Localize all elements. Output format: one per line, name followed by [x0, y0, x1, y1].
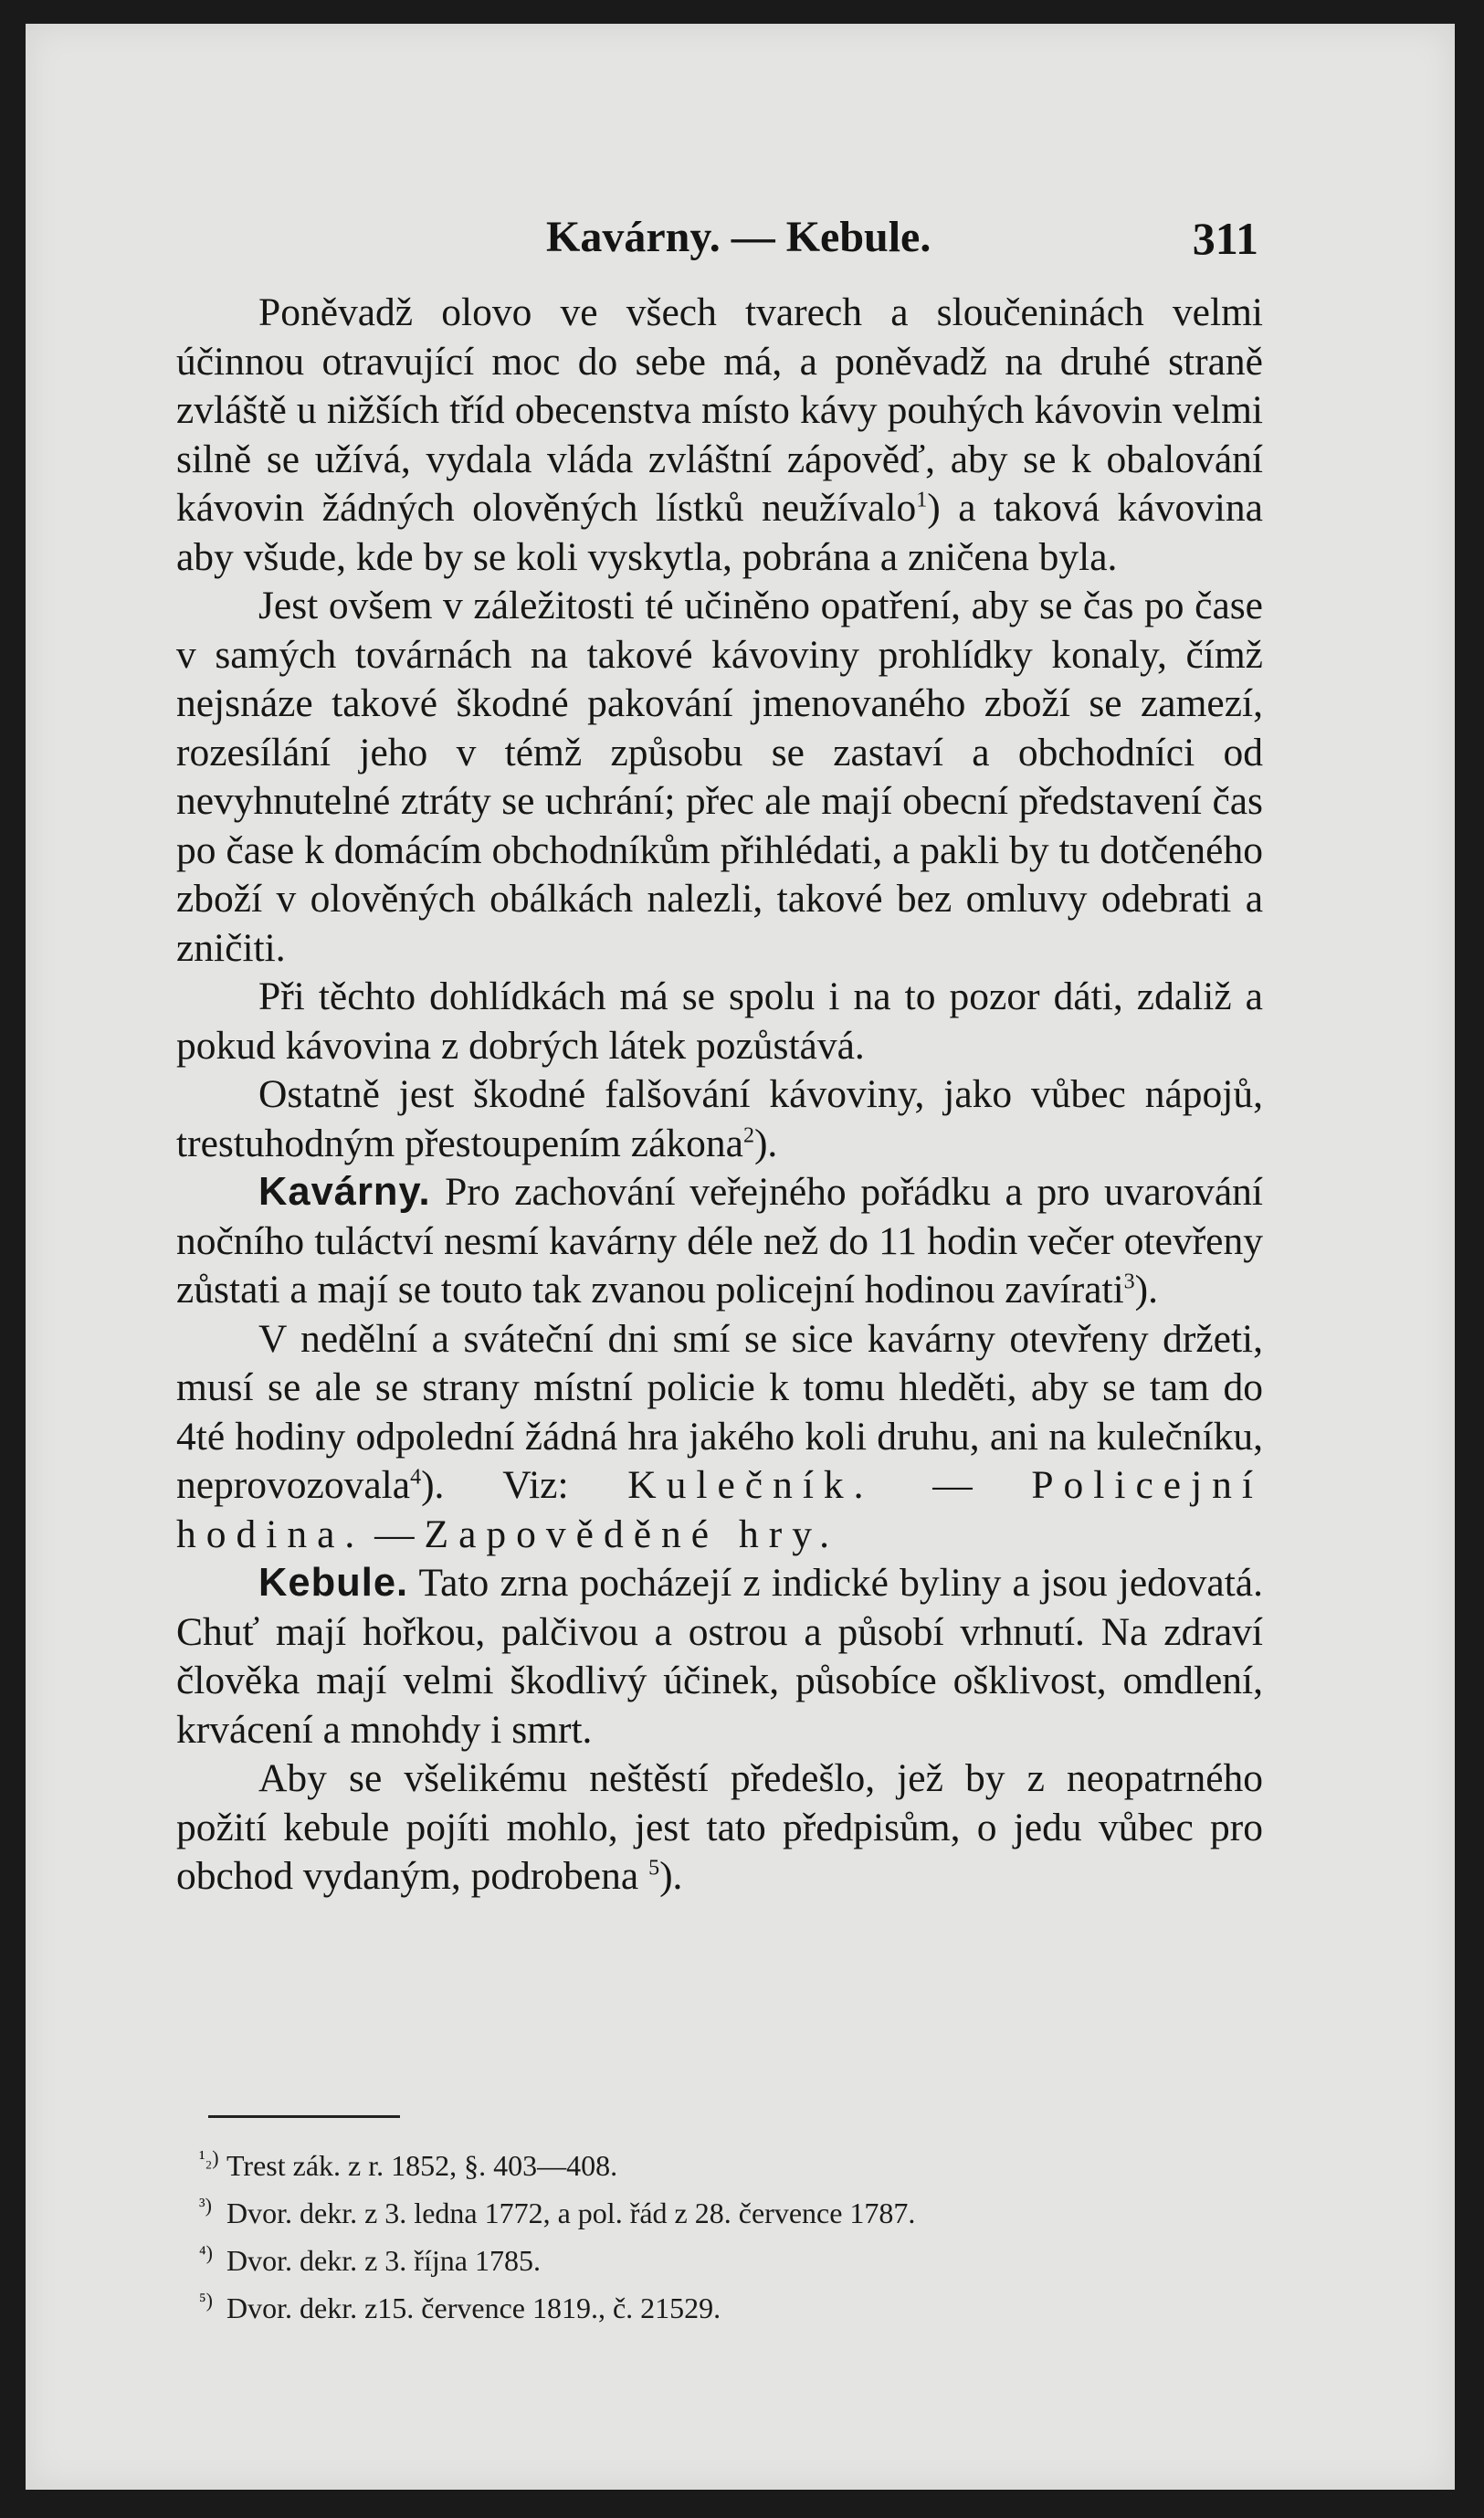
footnote-marker: ³): [199, 2194, 212, 2217]
paragraph-4-tail: ).: [753, 1121, 778, 1165]
paragraph-4-text: Ostatně jest škodné falšování kávoviny, jako vůbec nápojů, trestuhodným přestoupením zákona: [176, 1072, 1263, 1165]
footnote-divider: [208, 2115, 400, 2118]
main-text: [176, 289, 1263, 1902]
paragraph-1: [176, 289, 1263, 582]
footnote-ref-1: 1: [916, 488, 928, 512]
paragraph-4: [176, 1070, 1263, 1168]
paragraph-1-text: Poněvadž olovo ve všech tvarech a sloučeninách velmi účinnou otravující moc do sebe má, a poněvadž na druhé straně zvláště u nižších tříd obecenstva místo kávy pouhých kávovin velmi silně se užívá, vydala vláda zvláštní zápověď, aby se k obalování kávovin žádných olověných lístků neužívalo: [176, 290, 1263, 530]
paragraph-6-text: V nedělní a sváteční dni smí se sice kavárny otevřeny držeti, musí se ale se strany místní policie k tomu hleděti, aby se tam do 4té hodiny odpolední žádná hra jakého koli druhu, ani na kulečníku, neprovozovala: [176, 1316, 1263, 1507]
footnote-marker: ⁴): [199, 2241, 213, 2264]
running-title: Kavárny. — Kebule.: [546, 213, 931, 261]
page-number: 311: [1192, 213, 1258, 264]
paragraph-8-text: Aby se všelikému neštěstí předešlo, jež by z neopatrného požití kebule pojíti mohlo, jest tato předpisům, o jedu vůbec pro obchod vydaným, podrobena: [176, 1756, 1263, 1898]
footnote-text: Dvor. dekr. z 3. října 1785.: [226, 2244, 541, 2277]
footnote-ref-4: 4: [410, 1465, 422, 1490]
cross-ref-kulecnik: Kulečník.: [627, 1463, 874, 1507]
book-page: [26, 24, 1455, 2490]
paragraph-5-text: Pro zachování veřejného pořádku a pro uvarování nočního tuláctví nesmí kavárny déle než do 11 hodin večer otevřeny zůstati a mají se touto tak zvanou policejní hodinou zavírati: [176, 1170, 1263, 1312]
footnotes: [199, 2138, 1249, 2328]
paragraph-kavarny: [176, 1168, 1263, 1315]
footnote-item: [199, 2186, 1249, 2233]
entry-term-kebule: Kebule.: [258, 1561, 409, 1605]
paragraph-8-tail: ).: [659, 1854, 683, 1898]
footnote-text: Dvor. dekr. z 3. ledna 1772, a pol. řád z 28. července 1787.: [226, 2197, 916, 2229]
paragraph-2: Jest ovšem v záležitosti té učiněno opatření, aby se čas po čase v samých továrnách na takové kávoviny prohlídky konaly, čímž nejsnáze takové škodné pakování jmenovaného zboží se zamezí, rozesílání jeho v témž způsobu se zastaví a obchodníci od nevyhnutelné ztráty se uchrání; přec ale mají obecní představení čas po čase k domácím obchodníkům přihlédati, a pakli by tu dotčeného zboží v olověných obálkách nalezli, takové bez omluvy odebrati a zničiti.: [176, 584, 1263, 970]
footnote-item: [199, 2233, 1249, 2281]
footnote-item: [199, 2281, 1249, 2328]
paragraph-6-mid: ). Viz:: [421, 1463, 628, 1507]
footnote-marker: ⁵): [199, 2289, 213, 2312]
running-header: [199, 206, 1258, 270]
paragraph-3: Při těchto dohlídkách má se spolu i na to pozor dáti, zdaliž a pokud kávovina z dobrých látek pozůstává.: [176, 975, 1263, 1068]
cross-ref-policejni-hodina: Policejní hodina.: [176, 1463, 1263, 1556]
footnote-marker: ¹₂): [199, 2146, 219, 2169]
footnote-ref-5: 5: [648, 1856, 660, 1881]
dash-1: —: [873, 1463, 1032, 1507]
paragraph-kebule: [176, 1559, 1263, 1754]
paragraph-6: [176, 1315, 1263, 1560]
footnote-text: Dvor. dekr. z15. července 1819., č. 21529.: [226, 2291, 721, 2324]
footnote-item: [199, 2138, 1249, 2186]
paragraph-5-tail: ).: [1134, 1268, 1159, 1312]
footnote-text: Trest zák. z r. 1852, §. 403—408.: [226, 2149, 618, 2182]
footnote-ref-2: 2: [742, 1123, 754, 1147]
paragraph-7-text: Tato zrna pocházejí z indické byliny a jsou jedovatá. Chuť mají hořkou, palčivou a ostrou a působí vrhnutí. Na zdraví člověka mají velmi škodlivý účinek, působíce ošklivost, omdlení, krvácení a mnohdy i smrt.: [176, 1561, 1263, 1752]
footnote-ref-3: 3: [1123, 1270, 1135, 1294]
paragraph-8: [176, 1754, 1263, 1902]
cross-ref-zapovedene-hry: Zapověděné hry.: [424, 1512, 839, 1556]
dash-2: —: [364, 1512, 425, 1556]
paragraph-1-tail: ) a taková kávovina aby všude, kde by se koli vyskytla, pobrána a zničena byla.: [176, 486, 1263, 579]
entry-term-kavarny: Kavárny.: [258, 1170, 431, 1214]
